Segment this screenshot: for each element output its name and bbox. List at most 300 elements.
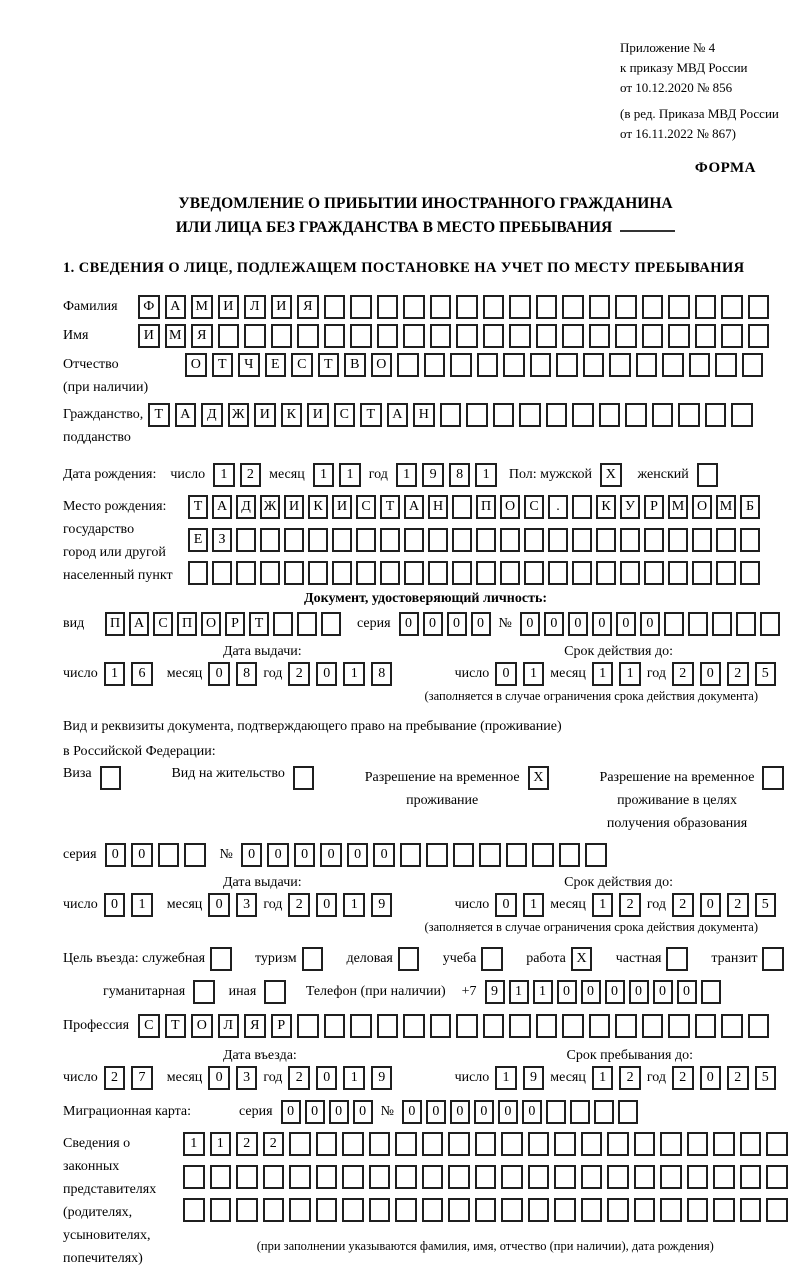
- char-box[interactable]: К: [308, 495, 328, 519]
- char-box[interactable]: [572, 495, 592, 519]
- char-box[interactable]: 1: [592, 893, 614, 917]
- char-box[interactable]: 1: [475, 463, 497, 487]
- char-box[interactable]: [536, 324, 558, 348]
- char-box[interactable]: [740, 1132, 762, 1156]
- char-box[interactable]: [324, 1014, 346, 1038]
- char-box[interactable]: [350, 295, 372, 319]
- char-box[interactable]: [483, 295, 505, 319]
- char-box[interactable]: [721, 1014, 743, 1038]
- char-box[interactable]: [620, 561, 640, 585]
- char-box[interactable]: [244, 324, 266, 348]
- char-box[interactable]: [607, 1132, 629, 1156]
- char-box[interactable]: [297, 612, 317, 636]
- char-box[interactable]: Е: [188, 528, 208, 552]
- char-box[interactable]: [293, 766, 315, 790]
- char-box[interactable]: К: [281, 403, 303, 427]
- char-box[interactable]: 0: [616, 612, 636, 636]
- char-box[interactable]: [642, 1014, 664, 1038]
- char-box[interactable]: Т: [212, 353, 234, 377]
- char-box[interactable]: 0: [320, 843, 342, 867]
- char-box[interactable]: [475, 1198, 497, 1222]
- char-box[interactable]: М: [668, 495, 688, 519]
- char-box[interactable]: 9: [371, 1066, 393, 1090]
- char-box[interactable]: [664, 612, 684, 636]
- char-box[interactable]: [332, 528, 352, 552]
- char-box[interactable]: 0: [305, 1100, 325, 1124]
- char-box[interactable]: [562, 295, 584, 319]
- char-box[interactable]: А: [129, 612, 149, 636]
- char-box[interactable]: [589, 324, 611, 348]
- char-box[interactable]: 0: [495, 893, 517, 917]
- char-box[interactable]: [297, 1014, 319, 1038]
- char-box[interactable]: 1: [213, 463, 235, 487]
- char-box[interactable]: [642, 324, 664, 348]
- char-box[interactable]: [589, 295, 611, 319]
- char-box[interactable]: 0: [640, 612, 660, 636]
- char-box[interactable]: [762, 766, 784, 790]
- char-box[interactable]: О: [692, 495, 712, 519]
- char-box[interactable]: 2: [236, 1132, 258, 1156]
- char-box[interactable]: М: [191, 295, 213, 319]
- char-box[interactable]: [430, 324, 452, 348]
- char-box[interactable]: [572, 528, 592, 552]
- char-box[interactable]: [581, 1198, 603, 1222]
- char-box[interactable]: [609, 353, 631, 377]
- char-box[interactable]: [369, 1132, 391, 1156]
- char-box[interactable]: [742, 353, 764, 377]
- char-box[interactable]: [570, 1100, 590, 1124]
- char-box[interactable]: 1: [523, 662, 545, 686]
- char-box[interactable]: [548, 528, 568, 552]
- char-box[interactable]: [342, 1132, 364, 1156]
- char-box[interactable]: [594, 1100, 614, 1124]
- char-box[interactable]: 1: [131, 893, 153, 917]
- char-box[interactable]: [210, 1198, 232, 1222]
- char-box[interactable]: [581, 1165, 603, 1189]
- char-box[interactable]: [644, 561, 664, 585]
- char-box[interactable]: [642, 295, 664, 319]
- char-box[interactable]: [316, 1132, 338, 1156]
- char-box[interactable]: [377, 295, 399, 319]
- char-box[interactable]: П: [177, 612, 197, 636]
- char-box[interactable]: [456, 324, 478, 348]
- char-box[interactable]: [100, 766, 122, 790]
- char-box[interactable]: П: [476, 495, 496, 519]
- char-box[interactable]: С: [153, 612, 173, 636]
- char-box[interactable]: 7: [131, 1066, 153, 1090]
- char-box[interactable]: 9: [485, 980, 505, 1004]
- char-box[interactable]: [509, 324, 531, 348]
- char-box[interactable]: [599, 403, 621, 427]
- char-box[interactable]: 1: [339, 463, 361, 487]
- char-box[interactable]: [678, 403, 700, 427]
- char-box[interactable]: [572, 403, 594, 427]
- char-box[interactable]: [260, 561, 280, 585]
- char-box[interactable]: Р: [271, 1014, 293, 1038]
- char-box[interactable]: З: [212, 528, 232, 552]
- char-box[interactable]: [308, 528, 328, 552]
- char-box[interactable]: [453, 843, 475, 867]
- char-box[interactable]: [316, 1165, 338, 1189]
- char-box[interactable]: [716, 561, 736, 585]
- char-box[interactable]: [452, 528, 472, 552]
- char-box[interactable]: [501, 1165, 523, 1189]
- char-box[interactable]: [284, 528, 304, 552]
- char-box[interactable]: [456, 1014, 478, 1038]
- char-box[interactable]: С: [356, 495, 376, 519]
- char-box[interactable]: 1: [343, 662, 365, 686]
- char-box[interactable]: 1: [495, 1066, 517, 1090]
- char-box[interactable]: [158, 843, 180, 867]
- char-box[interactable]: [503, 353, 525, 377]
- char-box[interactable]: [524, 528, 544, 552]
- char-box[interactable]: И: [254, 403, 276, 427]
- char-box[interactable]: [589, 1014, 611, 1038]
- char-box[interactable]: [302, 947, 324, 971]
- char-box[interactable]: [721, 295, 743, 319]
- char-box[interactable]: [687, 1132, 709, 1156]
- char-box[interactable]: [536, 295, 558, 319]
- char-box[interactable]: [528, 1132, 550, 1156]
- char-box[interactable]: Ж: [260, 495, 280, 519]
- char-box[interactable]: 2: [619, 893, 641, 917]
- char-box[interactable]: [562, 324, 584, 348]
- char-box[interactable]: 8: [371, 662, 393, 686]
- char-box[interactable]: М: [165, 324, 187, 348]
- char-box[interactable]: [456, 295, 478, 319]
- char-box[interactable]: [263, 1198, 285, 1222]
- char-box[interactable]: 0: [522, 1100, 542, 1124]
- char-box[interactable]: С: [524, 495, 544, 519]
- char-box[interactable]: Т: [380, 495, 400, 519]
- char-box[interactable]: [395, 1132, 417, 1156]
- char-box[interactable]: [721, 324, 743, 348]
- char-box[interactable]: 6: [131, 662, 153, 686]
- char-box[interactable]: 0: [423, 612, 443, 636]
- char-box[interactable]: 1: [210, 1132, 232, 1156]
- char-box[interactable]: 0: [353, 1100, 373, 1124]
- char-box[interactable]: Б: [740, 495, 760, 519]
- char-box[interactable]: [500, 561, 520, 585]
- char-box[interactable]: [736, 612, 756, 636]
- char-box[interactable]: [766, 1198, 788, 1222]
- char-box[interactable]: 2: [263, 1132, 285, 1156]
- char-box[interactable]: 1: [183, 1132, 205, 1156]
- char-box[interactable]: 0: [131, 843, 153, 867]
- char-box[interactable]: 0: [316, 1066, 338, 1090]
- char-box[interactable]: [430, 295, 452, 319]
- char-box[interactable]: [236, 1198, 258, 1222]
- char-box[interactable]: [713, 1132, 735, 1156]
- char-box[interactable]: Т: [249, 612, 269, 636]
- char-box[interactable]: 3: [236, 1066, 258, 1090]
- char-box[interactable]: [236, 561, 256, 585]
- char-box[interactable]: [212, 561, 232, 585]
- char-box[interactable]: [585, 843, 607, 867]
- char-box[interactable]: [583, 353, 605, 377]
- char-box[interactable]: [430, 1014, 452, 1038]
- char-box[interactable]: [660, 1132, 682, 1156]
- char-box[interactable]: [264, 980, 286, 1004]
- char-box[interactable]: 0: [316, 893, 338, 917]
- char-box[interactable]: 1: [592, 1066, 614, 1090]
- char-box[interactable]: С: [291, 353, 313, 377]
- char-box[interactable]: [689, 353, 711, 377]
- char-box[interactable]: [748, 295, 770, 319]
- char-box[interactable]: [483, 1014, 505, 1038]
- char-box[interactable]: 2: [619, 1066, 641, 1090]
- char-box[interactable]: [596, 561, 616, 585]
- char-box[interactable]: 0: [557, 980, 577, 1004]
- char-box[interactable]: О: [191, 1014, 213, 1038]
- char-box[interactable]: [740, 561, 760, 585]
- char-box[interactable]: 0: [677, 980, 697, 1004]
- char-box[interactable]: 0: [316, 662, 338, 686]
- char-box[interactable]: 2: [727, 662, 749, 686]
- char-box[interactable]: 1: [104, 662, 126, 686]
- char-box[interactable]: 0: [294, 843, 316, 867]
- char-box[interactable]: 0: [471, 612, 491, 636]
- char-box[interactable]: [668, 324, 690, 348]
- char-box[interactable]: [715, 353, 737, 377]
- char-box[interactable]: 0: [399, 612, 419, 636]
- char-box[interactable]: [546, 403, 568, 427]
- char-box[interactable]: [210, 1165, 232, 1189]
- char-box[interactable]: И: [284, 495, 304, 519]
- char-box[interactable]: Т: [188, 495, 208, 519]
- char-box[interactable]: [652, 403, 674, 427]
- char-box[interactable]: [530, 353, 552, 377]
- char-box[interactable]: 0: [605, 980, 625, 1004]
- char-box[interactable]: [356, 561, 376, 585]
- char-box[interactable]: И: [138, 324, 160, 348]
- char-box[interactable]: 5: [755, 1066, 777, 1090]
- char-box[interactable]: Я: [297, 295, 319, 319]
- char-box[interactable]: 0: [329, 1100, 349, 1124]
- char-box[interactable]: 1: [523, 893, 545, 917]
- char-box[interactable]: [324, 295, 346, 319]
- char-box[interactable]: 0: [281, 1100, 301, 1124]
- char-box[interactable]: [479, 843, 501, 867]
- char-box[interactable]: И: [271, 295, 293, 319]
- char-box[interactable]: [532, 843, 554, 867]
- char-box[interactable]: О: [185, 353, 207, 377]
- char-box[interactable]: 1: [343, 1066, 365, 1090]
- char-box[interactable]: [342, 1165, 364, 1189]
- char-box[interactable]: Р: [644, 495, 664, 519]
- char-box[interactable]: [398, 947, 420, 971]
- char-box[interactable]: [450, 353, 472, 377]
- char-box[interactable]: [332, 561, 352, 585]
- char-box[interactable]: [369, 1165, 391, 1189]
- char-box[interactable]: Л: [244, 295, 266, 319]
- char-box[interactable]: С: [334, 403, 356, 427]
- char-box[interactable]: [316, 1198, 338, 1222]
- char-box[interactable]: [766, 1165, 788, 1189]
- char-box[interactable]: [289, 1198, 311, 1222]
- char-box[interactable]: [581, 1132, 603, 1156]
- char-box[interactable]: [426, 843, 448, 867]
- char-box[interactable]: [740, 1198, 762, 1222]
- char-box[interactable]: [618, 1100, 638, 1124]
- char-box[interactable]: [422, 1198, 444, 1222]
- char-box[interactable]: Р: [225, 612, 245, 636]
- char-box[interactable]: [607, 1165, 629, 1189]
- char-box[interactable]: [668, 1014, 690, 1038]
- char-box[interactable]: А: [404, 495, 424, 519]
- char-box[interactable]: Н: [413, 403, 435, 427]
- char-box[interactable]: [380, 528, 400, 552]
- char-box[interactable]: П: [105, 612, 125, 636]
- char-box[interactable]: 2: [727, 1066, 749, 1090]
- char-box[interactable]: [448, 1132, 470, 1156]
- char-box[interactable]: X: [571, 947, 593, 971]
- char-box[interactable]: Е: [265, 353, 287, 377]
- char-box[interactable]: [695, 324, 717, 348]
- char-box[interactable]: 0: [241, 843, 263, 867]
- char-box[interactable]: [666, 947, 688, 971]
- char-box[interactable]: [740, 1165, 762, 1189]
- char-box[interactable]: 0: [581, 980, 601, 1004]
- char-box[interactable]: 2: [727, 893, 749, 917]
- char-box[interactable]: 0: [544, 612, 564, 636]
- char-box[interactable]: Я: [191, 324, 213, 348]
- char-box[interactable]: 2: [288, 662, 310, 686]
- char-box[interactable]: [483, 324, 505, 348]
- char-box[interactable]: [404, 528, 424, 552]
- char-box[interactable]: [668, 561, 688, 585]
- char-box[interactable]: [687, 1165, 709, 1189]
- char-box[interactable]: [404, 561, 424, 585]
- char-box[interactable]: [559, 843, 581, 867]
- char-box[interactable]: [321, 612, 341, 636]
- char-box[interactable]: [452, 561, 472, 585]
- char-box[interactable]: А: [212, 495, 232, 519]
- char-box[interactable]: [528, 1165, 550, 1189]
- char-box[interactable]: 0: [520, 612, 540, 636]
- char-box[interactable]: [668, 295, 690, 319]
- char-box[interactable]: 1: [343, 893, 365, 917]
- char-box[interactable]: [695, 1014, 717, 1038]
- char-box[interactable]: [403, 324, 425, 348]
- char-box[interactable]: [625, 403, 647, 427]
- char-box[interactable]: Ф: [138, 295, 160, 319]
- char-box[interactable]: [660, 1165, 682, 1189]
- char-box[interactable]: [377, 324, 399, 348]
- char-box[interactable]: [615, 324, 637, 348]
- char-box[interactable]: [380, 561, 400, 585]
- char-box[interactable]: А: [387, 403, 409, 427]
- char-box[interactable]: И: [307, 403, 329, 427]
- char-box[interactable]: С: [138, 1014, 160, 1038]
- char-box[interactable]: [424, 353, 446, 377]
- char-box[interactable]: [395, 1165, 417, 1189]
- char-box[interactable]: [236, 528, 256, 552]
- char-box[interactable]: 8: [236, 662, 258, 686]
- char-box[interactable]: 5: [755, 893, 777, 917]
- char-box[interactable]: [350, 324, 372, 348]
- char-box[interactable]: [218, 324, 240, 348]
- char-box[interactable]: [466, 403, 488, 427]
- char-box[interactable]: В: [344, 353, 366, 377]
- char-box[interactable]: О: [371, 353, 393, 377]
- char-box[interactable]: [297, 324, 319, 348]
- char-box[interactable]: [634, 1132, 656, 1156]
- char-box[interactable]: 3: [236, 893, 258, 917]
- char-box[interactable]: [519, 403, 541, 427]
- char-box[interactable]: [184, 843, 206, 867]
- char-box[interactable]: [692, 561, 712, 585]
- char-box[interactable]: [668, 528, 688, 552]
- char-box[interactable]: [403, 1014, 425, 1038]
- char-box[interactable]: [688, 612, 708, 636]
- char-box[interactable]: [452, 495, 472, 519]
- char-box[interactable]: 0: [447, 612, 467, 636]
- char-box[interactable]: [183, 1165, 205, 1189]
- char-box[interactable]: 0: [498, 1100, 518, 1124]
- char-box[interactable]: [713, 1165, 735, 1189]
- char-box[interactable]: [500, 528, 520, 552]
- char-box[interactable]: 1: [509, 980, 529, 1004]
- char-box[interactable]: И: [218, 295, 240, 319]
- char-box[interactable]: [403, 295, 425, 319]
- char-box[interactable]: [183, 1198, 205, 1222]
- char-box[interactable]: [528, 1198, 550, 1222]
- char-box[interactable]: 0: [568, 612, 588, 636]
- char-box[interactable]: [428, 528, 448, 552]
- char-box[interactable]: [748, 324, 770, 348]
- char-box[interactable]: [554, 1165, 576, 1189]
- char-box[interactable]: [193, 980, 215, 1004]
- char-box[interactable]: [705, 403, 727, 427]
- char-box[interactable]: [506, 843, 528, 867]
- char-box[interactable]: [634, 1198, 656, 1222]
- char-box[interactable]: [448, 1165, 470, 1189]
- char-box[interactable]: Н: [428, 495, 448, 519]
- char-box[interactable]: 0: [495, 662, 517, 686]
- char-box[interactable]: [712, 612, 732, 636]
- char-box[interactable]: 5: [755, 662, 777, 686]
- char-box[interactable]: [308, 561, 328, 585]
- char-box[interactable]: [324, 324, 346, 348]
- char-box[interactable]: [634, 1165, 656, 1189]
- char-box[interactable]: У: [620, 495, 640, 519]
- char-box[interactable]: 0: [592, 612, 612, 636]
- char-box[interactable]: [615, 1014, 637, 1038]
- char-box[interactable]: [501, 1198, 523, 1222]
- char-box[interactable]: [692, 528, 712, 552]
- char-box[interactable]: 0: [267, 843, 289, 867]
- char-box[interactable]: 0: [426, 1100, 446, 1124]
- char-box[interactable]: [342, 1198, 364, 1222]
- char-box[interactable]: 0: [104, 893, 126, 917]
- char-box[interactable]: 0: [700, 662, 722, 686]
- char-box[interactable]: 0: [629, 980, 649, 1004]
- char-box[interactable]: 9: [371, 893, 393, 917]
- char-box[interactable]: [475, 1132, 497, 1156]
- char-box[interactable]: [284, 561, 304, 585]
- char-box[interactable]: [556, 353, 578, 377]
- char-box[interactable]: 1: [619, 662, 641, 686]
- char-box[interactable]: [422, 1165, 444, 1189]
- char-box[interactable]: [607, 1198, 629, 1222]
- char-box[interactable]: [377, 1014, 399, 1038]
- char-box[interactable]: [615, 295, 637, 319]
- char-box[interactable]: [476, 561, 496, 585]
- char-box[interactable]: [501, 1132, 523, 1156]
- char-box[interactable]: [188, 561, 208, 585]
- char-box[interactable]: [695, 295, 717, 319]
